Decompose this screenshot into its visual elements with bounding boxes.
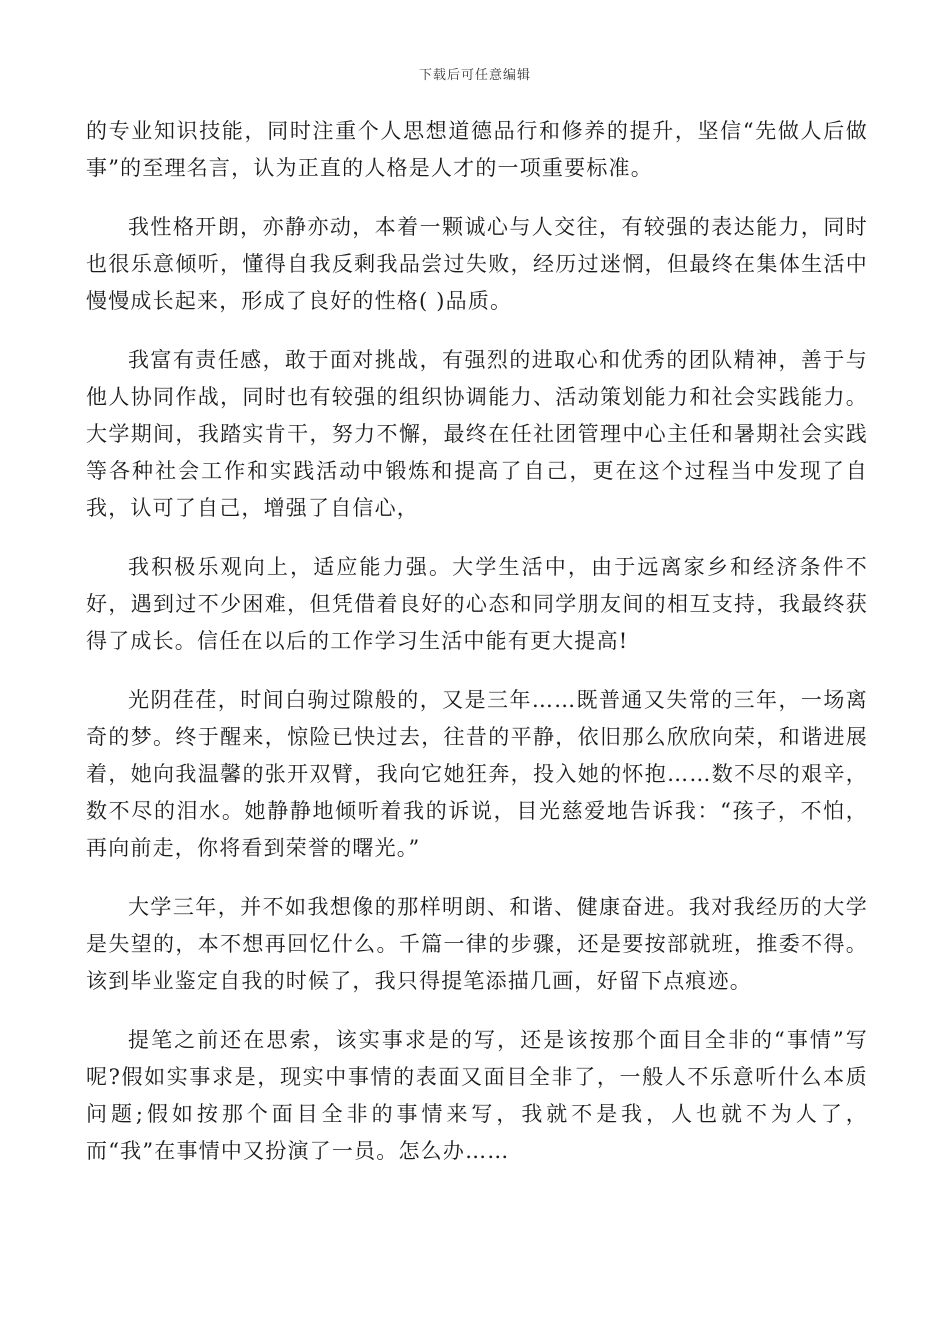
paragraph-optimism: 我积极乐观向上，适应能力强。大学生活中，由于远离家乡和经济条件不好，遇到过不少困难，但凭借着良好的心态和同学朋友间的相互支持，我最终获得了成长。信任在以后的工作学习生活中能有更大提高! bbox=[86, 555, 868, 653]
paragraph-responsibility: 我富有责任感，敢于面对挑战，有强烈的进取心和优秀的团队精神，善于与他人协同作战，同时也有较强的组织协调能力、活动策划能力和社会实践能力。大学期间，我踏实肯干，努力不懈，最终在任社团管理中心主任和暑期社会实践等各种社会工作和实践活动中锻炼和提高了自己，更在这个过程当中发现了自我，认可了自己，增强了自信心， bbox=[86, 348, 868, 520]
paragraph-continuation: 的专业知识技能，同时注重个人思想道德品行和修养的提升，坚信“先做人后做事”的至理名言，认为正直的人格是人才的一项重要标准。 bbox=[86, 119, 868, 180]
page-header-note: 下载后可任意编辑 bbox=[418, 68, 531, 83]
paragraph-time-passing: 光阴荏荏，时间白驹过隙般的，又是三年……既普通又失常的三年，一场离奇的梦。终于醒来，惊险已快过去，往昔的平静，依旧那么欣欣向荣，和谐进展着，她向我温馨的张开双臂，我向它她狂奔，投入她的怀抱……数不尽的艰辛，数不尽的泪水。她静静地倾听着我的诉说，目光慈爱地告诉我：“孩子，不怕，再向前走，你将看到荣誉的曙光。” bbox=[86, 688, 868, 860]
paragraph-writing-dilemma: 提笔之前还在思索，该实事求是的写，还是该按那个面目全非的“事情”写呢?假如实事求是，现实中事情的表面又面目全非了，一般人不乐意听什么本质问题;假如按那个面目全非的事情来写，我就不是我，人也就不为人了，而“我”在事情中又扮演了一员。怎么办…… bbox=[86, 1028, 868, 1163]
paragraph-personality: 我性格开朗，亦静亦动，本着一颗诚心与人交往，有较强的表达能力，同时也很乐意倾听，懂得自我反剩我品尝过失败，经历过迷惘，但最终在集体生活中慢慢成长起来，形成了良好的性格( )品质。 bbox=[86, 215, 868, 313]
paragraph-three-years: 大学三年，并不如我想像的那样明朗、和谐、健康奋进。我对我经历的大学是失望的，本不想再回忆什么。千篇一律的步骤，还是要按部就班，推委不得。该到毕业鉴定自我的时候了，我只得提笔添描几画，好留下点痕迹。 bbox=[86, 895, 868, 993]
document-body bbox=[86, 113, 868, 1192]
